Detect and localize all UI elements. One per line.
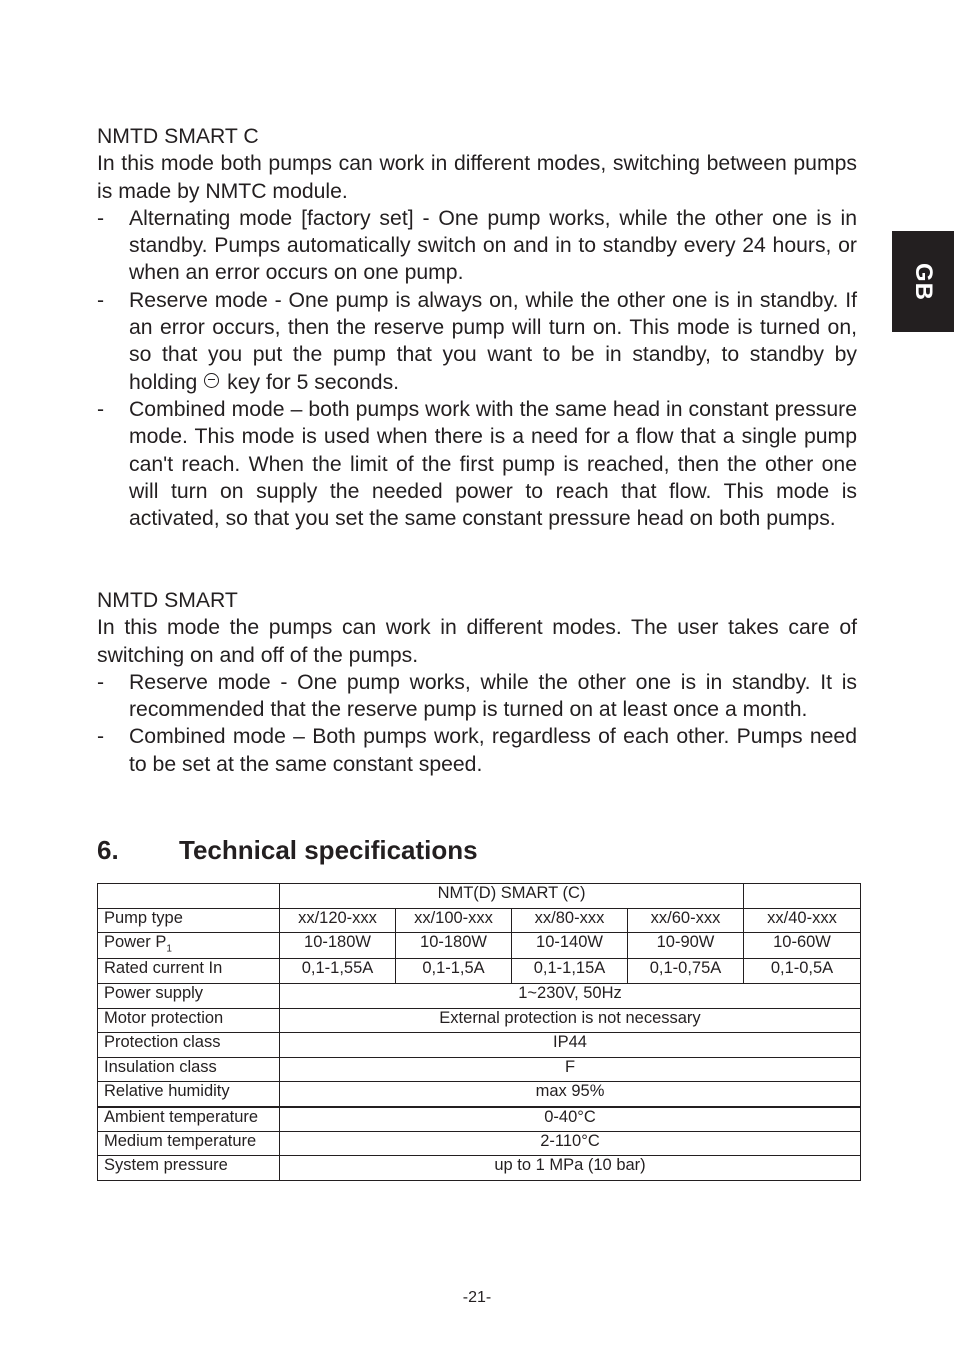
table-cell: xx/40-xxx <box>744 908 861 933</box>
smart-section <box>97 587 857 778</box>
row-label: Insulation class <box>98 1057 280 1082</box>
table-cell: F <box>280 1057 861 1082</box>
list-item-text: Combined mode – Both pumps work, regardless of each other. Pumps need to be set at the same constant speed. <box>129 725 857 776</box>
table-cell: up to 1 MPa (10 bar) <box>280 1156 861 1181</box>
smart-c-intro: In this mode both pumps can work in different modes, switching between pumps is made by NMTC module. <box>97 152 857 203</box>
table-cell: 0-40°C <box>280 1107 861 1132</box>
row-label: Relative humidity <box>98 1082 280 1107</box>
table-cell <box>744 884 861 909</box>
table-row <box>98 1156 861 1181</box>
table-cell: xx/100-xxx <box>396 908 512 933</box>
row-label: Power supply <box>98 984 280 1009</box>
table-cell: 1~230V, 50Hz <box>280 984 861 1009</box>
table-row <box>98 1082 861 1107</box>
list-item-text: Combined mode – both pumps work with the same head in constant pressure mode. This mode is used when there is a need for a flow that a single pump can't reach. When the limit of the first pump is reached, then the other one will turn on supply the needed power to reach that flow. This mode is activated, so that you set the same constant pressure head on both pumps. <box>129 397 857 531</box>
smart-c-section <box>97 123 857 532</box>
smart-c-heading: NMTD SMART C <box>97 125 259 148</box>
minus-key-icon <box>204 373 219 388</box>
table-cell: 0,1-0,5A <box>744 959 861 984</box>
table-cell: External protection is not necessary <box>280 1008 861 1033</box>
row-label-subscript: 1 <box>166 943 172 955</box>
row-label-text: Power P <box>104 933 167 952</box>
table-cell <box>98 884 280 909</box>
table-cell: xx/120-xxx <box>280 908 396 933</box>
table-cell: 0,1-1,55A <box>280 959 396 984</box>
table-row <box>98 1131 861 1156</box>
table-row <box>98 1057 861 1082</box>
page-number: -21- <box>462 1289 492 1306</box>
table-row <box>98 908 861 933</box>
table-cell: 10-60W <box>744 933 861 959</box>
language-tab-label: GB <box>910 262 937 301</box>
table-cell: 2-110°C <box>280 1131 861 1156</box>
table-header-cell: NMT(D) SMART (C) <box>280 884 744 909</box>
table-cell: 10-90W <box>628 933 744 959</box>
table-cell: xx/80-xxx <box>512 908 628 933</box>
table-header-row <box>98 884 861 909</box>
section-title-text: Technical specifications <box>179 835 478 865</box>
row-label: Protection class <box>98 1033 280 1058</box>
list-item-text: Reserve mode - One pump works, while the other one is in standby. It is recommended that the reserve pump is turned on at least once a month. <box>129 670 857 722</box>
row-label: Pump type <box>98 908 280 933</box>
row-label <box>98 933 280 959</box>
row-label: Motor protection <box>98 1008 280 1033</box>
table-cell: 0,1-1,15A <box>512 959 628 984</box>
table-cell: 0,1-1,5A <box>396 959 512 984</box>
table-cell: max 95% <box>280 1082 861 1107</box>
list-item-text-end: key for 5 seconds. <box>227 370 400 394</box>
smart-mode-list <box>97 669 857 778</box>
table-row <box>98 959 861 984</box>
list-item: - Combined mode – Both pumps work, regardless of each other. Pumps need to be set at the same constant speed. <box>97 725 857 776</box>
smart-c-mode-list <box>97 205 857 533</box>
table-cell: 10-180W <box>396 933 512 959</box>
smart-heading: NMTD SMART <box>97 589 238 612</box>
list-item-text: Alternating mode [factory set] - One pump works, while the other one is in standby. Pumps automatically switch on and in to standby every 24 hours, or when an error occurs on one pump. <box>129 206 857 285</box>
row-label: Rated current In <box>98 959 280 984</box>
list-item: - Combined mode – both pumps work with the same head in constant pressure mode. This mode is used when there is a need for a flow that a single pump can't reach. When the limit of the first pump is reached, then the other one will turn on supply the needed power to reach that flow. This mode is activated, so that you set the same constant pressure head on both pumps. <box>97 397 857 531</box>
section-title <box>97 834 478 866</box>
table-row <box>98 1107 861 1132</box>
table-row <box>98 1008 861 1033</box>
section-number: 6. <box>97 835 119 865</box>
table-cell: xx/60-xxx <box>628 908 744 933</box>
table-cell: 0,1-0,75A <box>628 959 744 984</box>
spec-table <box>97 883 861 1181</box>
table-row <box>98 1033 861 1058</box>
table-cell: 10-180W <box>280 933 396 959</box>
smart-intro: In this mode the pumps can work in different modes. The user takes care of switching on and off of the pumps. <box>97 616 857 667</box>
row-label: System pressure <box>98 1156 280 1181</box>
list-item: - Alternating mode [factory set] - One pump works, while the other one is in standby. Pumps automatically switch on and in to standby every 24 hours, or when an error occurs on one pump. <box>97 206 857 285</box>
table-row <box>98 933 861 959</box>
table-cell: 10-140W <box>512 933 628 959</box>
row-label: Medium temperature <box>98 1131 280 1156</box>
table-cell: IP44 <box>280 1033 861 1058</box>
list-item-text: Reserve mode - One pump is always on, while the other one is in standby. If an error occurs, then the reserve pump will turn on. This mode is turned on, so that you put the pump that you want to be in standby, to standby by holding <box>129 288 857 394</box>
list-item: - Reserve mode - One pump is always on, while the other one is in standby. If an error occurs, then the reserve pump will turn on. This mode is turned on, so that you put the pump that you want to be in standby, to standby by holding key for 5 seconds. <box>97 288 857 394</box>
row-label: Ambient temperature <box>98 1107 280 1132</box>
list-item: - Reserve mode - One pump works, while the other one is in standby. It is recommended that the reserve pump is turned on at least once a month. <box>97 670 857 722</box>
table-row <box>98 984 861 1009</box>
language-tab <box>892 231 954 332</box>
